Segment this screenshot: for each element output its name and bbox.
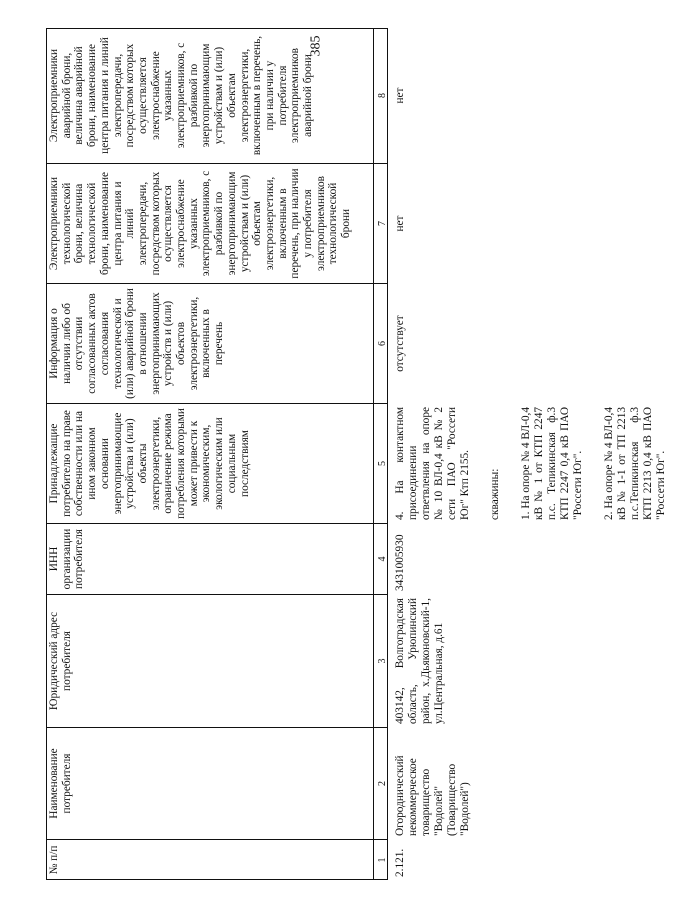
header-cell-name: Наименование потребителя [48, 748, 73, 819]
header-cell-address: Юридический адрес потребителя [48, 611, 73, 711]
row-number: 2.121. [394, 848, 406, 877]
row-tech-reserve: нет [394, 215, 406, 232]
rotated-table [46, 28, 667, 880]
column-divider [46, 28, 388, 29]
column-number: 4 [377, 556, 388, 562]
continuation-text: 4. На контактном присоединении ответвления на опоре № 10 ВЛ-0,4 кВ № 2 сети ПАО "Россети Юг" Ктп 2155. [394, 407, 471, 520]
table-border-bottom [387, 28, 388, 880]
header-cell-number: № п/п [48, 845, 60, 875]
header-cell-tech-reserve: Электроприемники технологической брони, величина технологической брони, наименование центра питания и линий электропередачи, посредством которых осуществляется электроснабжение указанных электроприемников, с разбивкой по энергопринимающим устройствам и (или) объектам электроэнергетики, включенным в перечень, при наличии у потребителя электроприемников технологической брони [48, 168, 353, 279]
column-number: 8 [377, 93, 388, 98]
header-cell-inn: ИНН организации потребителя [48, 528, 86, 590]
column-divider [46, 163, 388, 164]
row-address: 403142, Волгоградская область, Урюпинский район, х.Дьяконовский-1, ул.Центральная, д.61 [394, 598, 445, 724]
row-devices [392, 404, 667, 523]
column-divider [46, 879, 388, 880]
header-cell-devices: Принадлежащие потребителю на праве собственности или на ином законном основании энергопринимающие устройства и (или) объекты электроэнергетики, ограничение режима потребления которыми может привести к экономическим, экологическим или социальным последствиям [48, 408, 251, 519]
device-item: 1. На опоре № 4 ВЛ-0,4 кВ № 1 от КТП 2247 п.с. Тепикинская ф.3 КТП 2247 0,4 кВ ПАО "Россети Юг". [520, 407, 584, 520]
column-divider [46, 283, 388, 284]
devices-heading: скважины: [489, 468, 502, 520]
column-number: 1 [377, 857, 388, 863]
column-number: 2 [377, 781, 388, 786]
header-cell-acts: Информация о наличии либо об отсутствии согласованных актов согласования технологической и (или) аварийной брони в отношении энергопринимающих устройств и (или) объектов электроэнергетики, включенных в перечень [48, 288, 226, 399]
row-emergency-reserve: нет [394, 87, 406, 104]
column-divider [46, 594, 388, 595]
column-divider [46, 839, 388, 840]
page-number-text: 385 [308, 35, 323, 57]
header-cell-emergency-reserve: Электроприемники аварийной брони, величина аварийной брони, наименование центра питания и линий электропередачи, посредством которых осуществляется электроснабжение указанных электроприемников, с разбивкой по энергопринимающим устройствам и (или) объектам электроэнергетики, включенным в перечень, при наличии у потребителя электроприемников аварийной брони [48, 35, 315, 156]
column-number: 3 [377, 658, 388, 664]
column-divider [46, 403, 388, 404]
row-inn: 3431005930 [394, 534, 406, 591]
column-number: 7 [377, 221, 388, 226]
row-name: Огороднический некоммерческое товарищество "Водолей" (Товарищество "Водолей") [394, 755, 471, 836]
column-number: 6 [377, 341, 388, 346]
column-divider [46, 523, 388, 524]
row-acts: отсутствует [394, 315, 406, 372]
column-divider [46, 727, 388, 728]
device-item: 2. На опоре № 4 ВЛ-0,4 кВ № 1-1 от ТП 2213 п.с.Тепикинская ф.3 КТП 2213 0,4 кВ ПАО "Россети Юг". [602, 407, 667, 520]
header-divider [373, 28, 374, 880]
table-border-top [46, 28, 47, 880]
column-number: 5 [377, 461, 388, 466]
